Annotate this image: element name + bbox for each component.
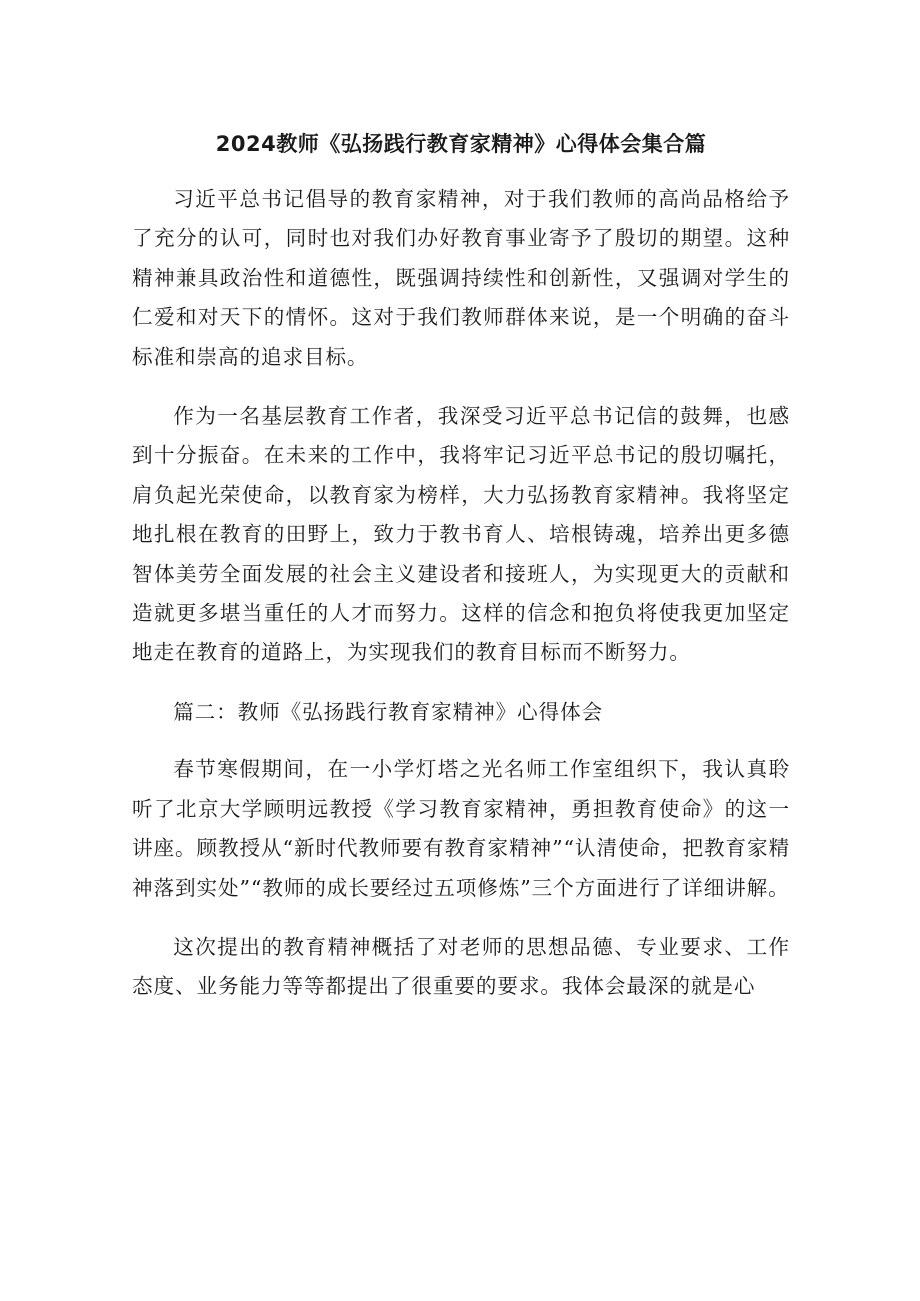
section-2-heading: 篇二：教师《弘扬践行教育家精神》心得体会 [173, 699, 604, 724]
section-2-paragraph-1: 春节寒假期间，在一小学灯塔之光名师工作室组织下，我认真聆听了北京大学顾明远教授《学习教育家精神，勇担教育使命》的这一讲座。顾教授从“新时代教师要有教育家精神”“认清使命，把教育家精神落到实处”“教师的成长要经过五项修炼”三个方面进行了详细讲解。 [132, 757, 790, 900]
section-2-paragraph-2: 这次提出的教育精神概括了对老师的思想品德、专业要求、工作态度、业务能力等等都提出了很重要的要求。我体会最深的就是心 [132, 934, 790, 999]
paragraph-2: 作为一名基层教育工作者，我深受习近平总书记信的鼓舞，也感到十分振奋。在未来的工作中，我将牢记习近平总书记的殷切嘱托，肩负起光荣使命，以教育家为榜样，大力弘扬教育家精神。我将坚定地扎根在教育的田野上，致力于教书育人、培根铸魂，培养出更多德智体美劳全面发展的社会主义建设者和接班人，为实现更大的贡献和造就更多堪当重任的人才而努力。这样的信念和抱负将使我更加坚定地走在教育的道路上，为实现我们的教育目标而不断努力。 [132, 404, 790, 665]
paragraph-1: 习近平总书记倡导的教育家精神，对于我们教师的高尚品格给予了充分的认可，同时也对我们办好教育事业寄予了殷切的期望。这种精神兼具政治性和道德性，既强调持续性和创新性，又强调对学生的仁爱和对天下的情怀。这对于我们教师群体来说，是一个明确的奋斗标准和崇高的追求目标。 [132, 187, 790, 369]
document-title: 2024教师《弘扬践行教育家精神》心得体会集合篇 [215, 132, 707, 156]
